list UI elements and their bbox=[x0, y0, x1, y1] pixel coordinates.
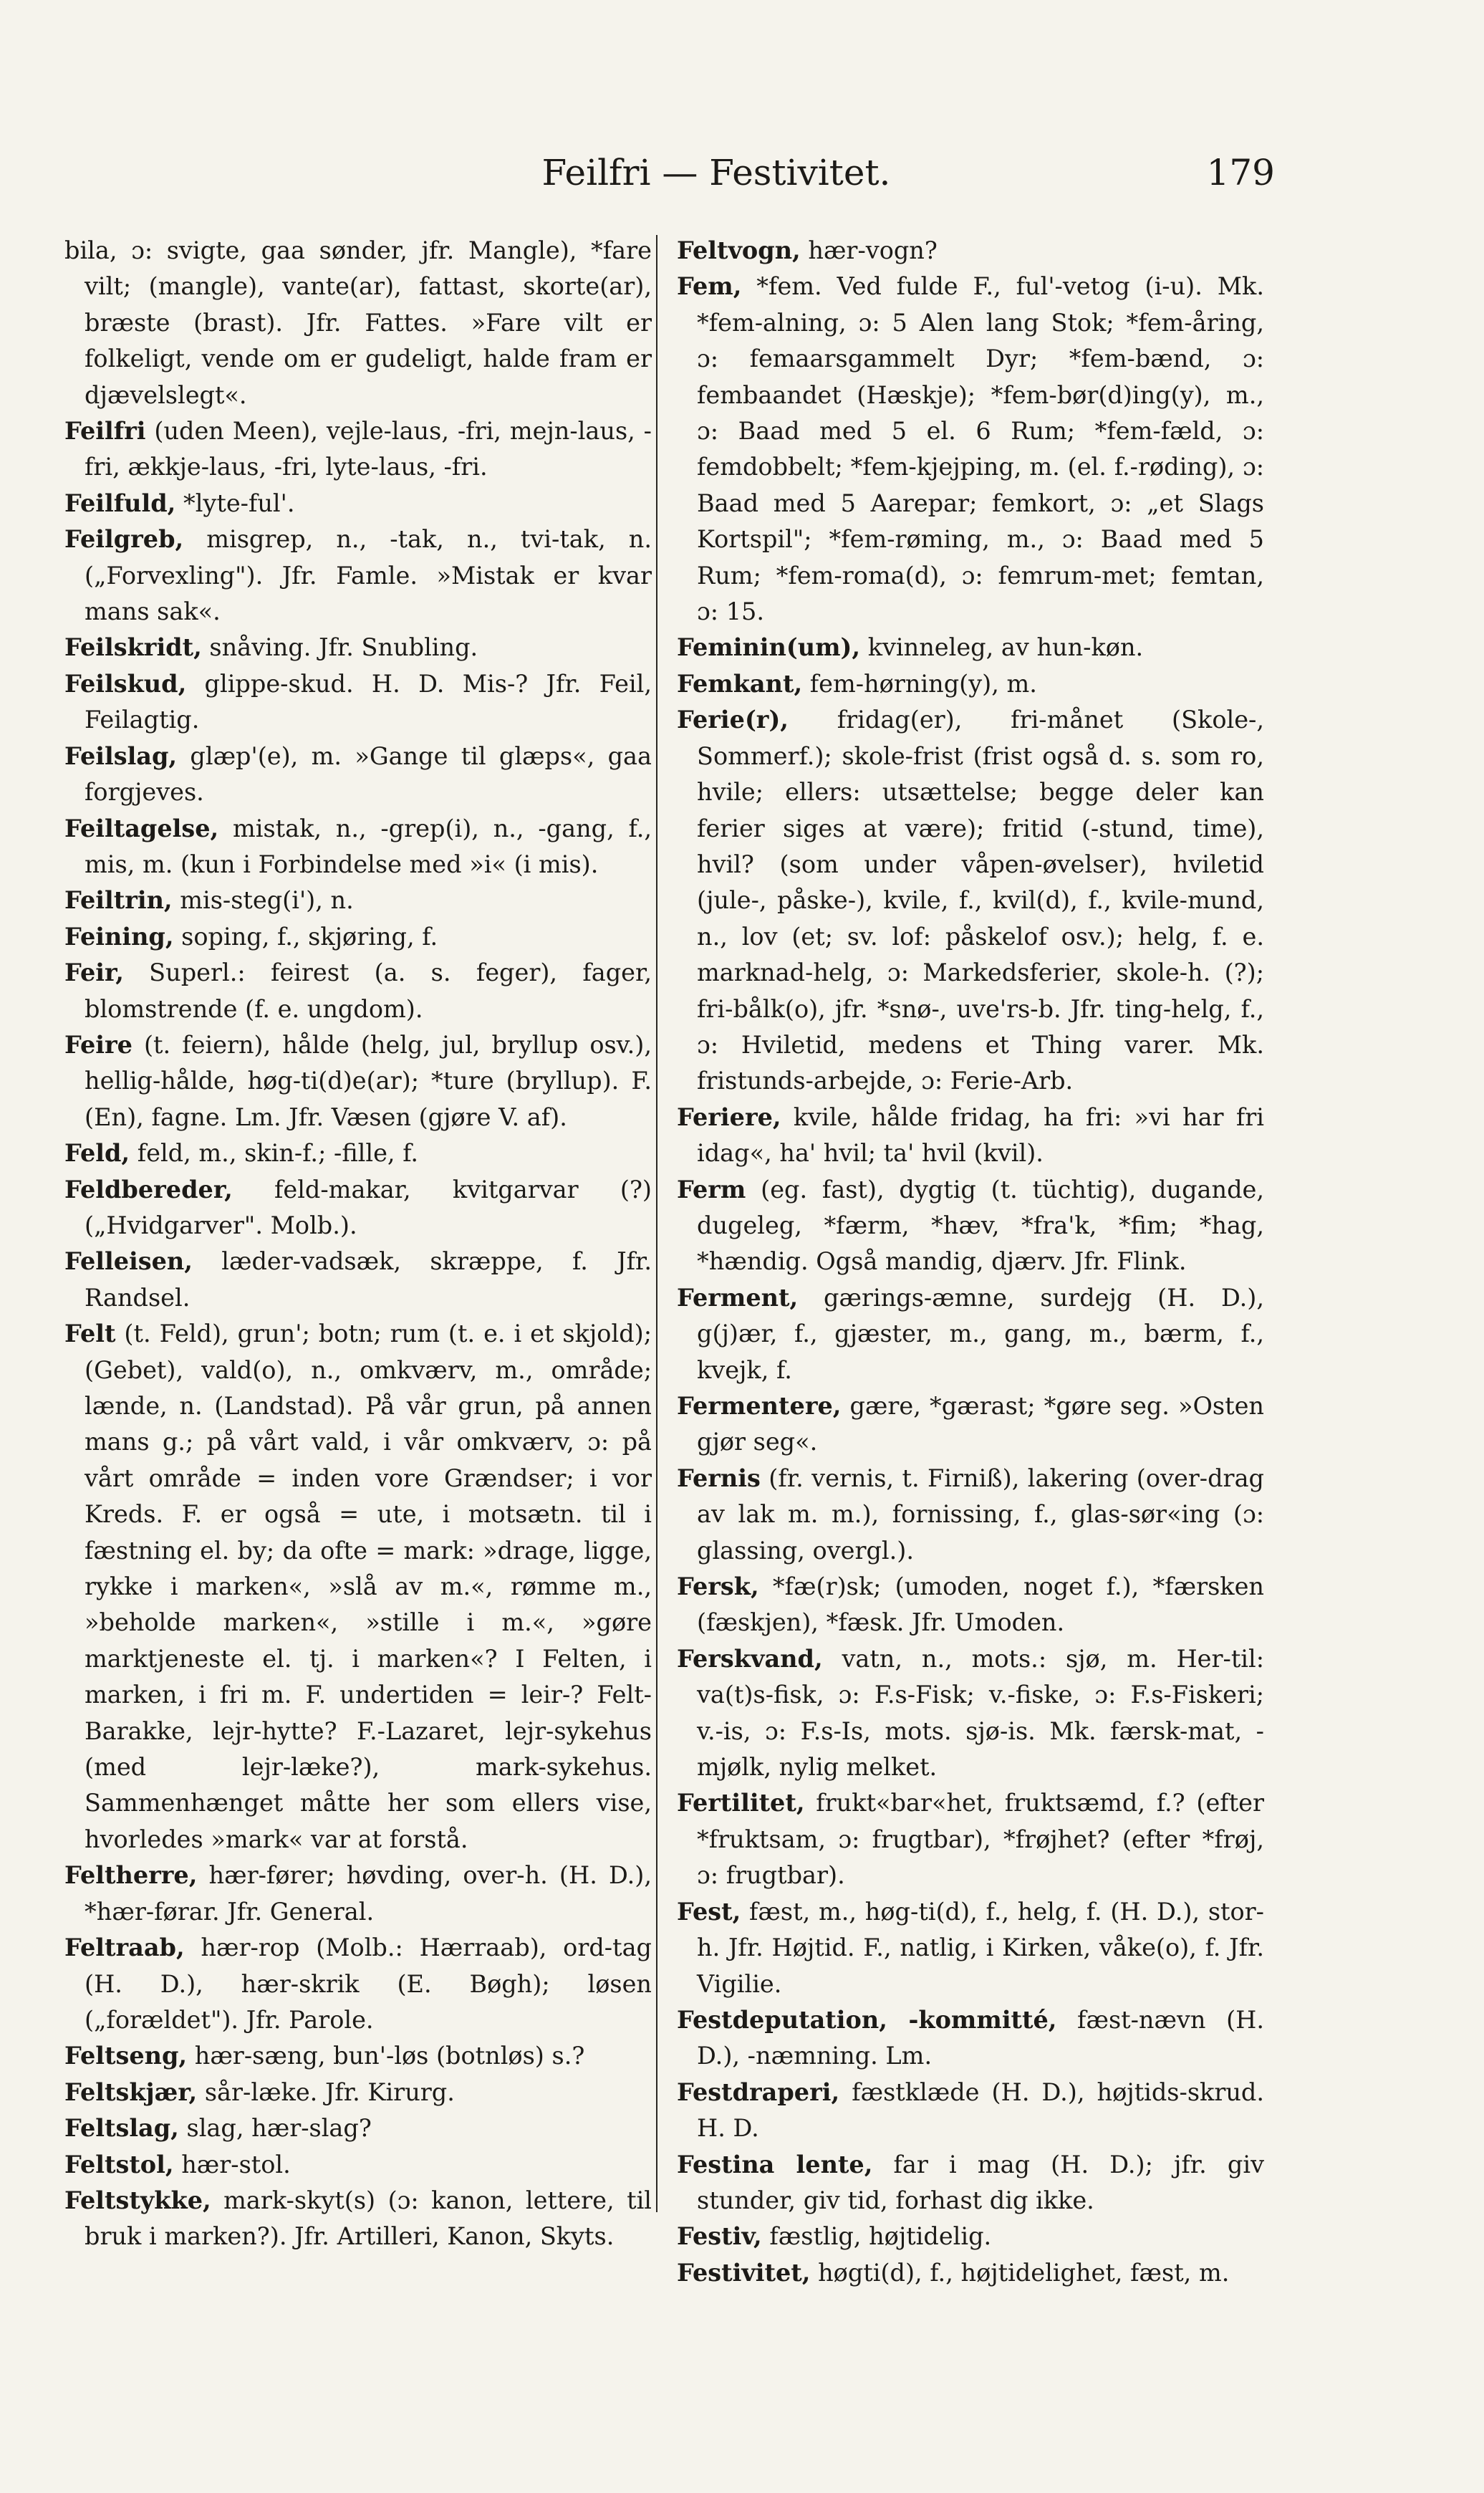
dictionary-entry bbox=[64, 486, 652, 522]
definition: (eg. fast), dygtig (t. tüchtig), dugande, dugeleg, *færm, *hæv, *fra'k, *fim; *hag, *hændig. Også mandig, djærv. Jfr. Flink. bbox=[697, 1175, 1264, 1276]
headword: Feltraab, bbox=[64, 1934, 185, 1962]
headword: Felleisen, bbox=[64, 1247, 193, 1276]
headword: Feltherre, bbox=[64, 1861, 198, 1890]
definition: fæst-nævn (H. D.), -næmning. Lm. bbox=[697, 2005, 1264, 2070]
dictionary-entry bbox=[64, 1858, 652, 1930]
headword: Felt bbox=[64, 1320, 116, 1348]
dictionary-entry bbox=[677, 1172, 1264, 1280]
definition: *fem. Ved fulde F., ful'-vetog (i-u). Mk. *fem-alning, ɔ: 5 Alen lang Stok; *fem-åring, ɔ: femaarsgammelt Dyr; *fem-bænd, ɔ: fembaandet (Hæskje); *fem-bør(d)ing(y), m., ɔ: Baad med 5 el. 6 Rum; *fem-fæld, ɔ: femdobbelt; *fem-kjejping, m. (el. f.-røding), ɔ: Baad med 5 Aarepar; femkort, ɔ: „et Slags Kortspil"; *fem-røming, m., ɔ: Baad med 5 Rum; *fem-roma(d), ɔ: femrum-met; femtan, ɔ: 15. bbox=[697, 272, 1264, 626]
headword: Feldbereder, bbox=[64, 1175, 233, 1204]
headword: Festina lente, bbox=[677, 2150, 873, 2179]
definition: (t. Feld), grun'; botn; rum (t. e. i et skjold); (Gebet), vald(o), n., omkværv, m., område; lænde, n. (Landstad). På vår grun, på annen mans g.; på vårt vald, i vår omkværv, ɔ: på vårt område = inden vore Grændser; i vor Kreds. F. er også = ute, i motsætn. til i fæstning el. by; da ofte = mark: »drage, ligge, rykke i marken«, »slå av m.«, rømme m., »beholde marken«, »stille i m.«, »gøre marktjeneste el. tj. i marken«? I Felten, i marken, i fri m. F. undertiden = leir-? Felt-Barakke, lejr-hytte? F.-Lazaret, lejr-sykehus (med lejr-læke?), mark-sykehus. Sammenhænget måtte her som ellers vise, hvorledes »mark« var at forstå. bbox=[85, 1320, 652, 1853]
definition: *lyte-ful'. bbox=[175, 489, 295, 517]
definition: mistak, n., -grep(i), n., -gang, f., mis, m. (kun i Forbindelse med »i« (i mis). bbox=[85, 814, 652, 878]
definition: kvile, hålde fridag, ha fri: »vi har fri idag«, ha' hvil; ta' hvil (kvil). bbox=[697, 1103, 1264, 1168]
headword: Fem, bbox=[677, 272, 742, 301]
headword: Feining, bbox=[64, 922, 174, 951]
dictionary-entry bbox=[677, 1785, 1264, 1893]
headword: Feltseng, bbox=[64, 2042, 188, 2070]
headword: Feilfri bbox=[64, 417, 146, 446]
definition: kvinneleg, av hun-køn. bbox=[860, 633, 1144, 662]
headword: Feriere, bbox=[677, 1103, 781, 1131]
headword: Feilskridt, bbox=[64, 633, 202, 662]
definition: fæstlig, højtidelig. bbox=[761, 2222, 992, 2251]
dictionary-entry bbox=[677, 666, 1264, 702]
dictionary-entry bbox=[677, 233, 1264, 269]
definition: bila, ɔ: svigte, gaa sønder, jfr. Mangle), *fare vilt; (mangle), vante(ar), fattast, skorte(ar), bræste (brast). Jfr. Fattes. »Fare vilt er folkeligt, vende om er gudeligt, halde fram er djævelslegt«. bbox=[64, 236, 652, 409]
dictionary-entry bbox=[677, 2147, 1264, 2219]
dictionary-entry bbox=[677, 1569, 1264, 1641]
definition: Superl.: feirest (a. s. feger), fager, blomstrende (f. e. ungdom). bbox=[85, 959, 652, 1023]
headword: Fest, bbox=[677, 1897, 741, 1926]
headword: Ferie(r), bbox=[677, 706, 789, 734]
dictionary-entry bbox=[677, 1641, 1264, 1786]
headword: Festiv, bbox=[677, 2222, 762, 2251]
headword: Feir, bbox=[64, 959, 124, 987]
dictionary-entry bbox=[677, 1280, 1264, 1388]
headword: Festdraperi, bbox=[677, 2078, 840, 2106]
dictionary-entry bbox=[677, 2075, 1264, 2147]
dictionary-entry bbox=[677, 2255, 1264, 2291]
definition: høgti(d), f., højtidelighet, fæst, m. bbox=[810, 2258, 1230, 2287]
definition: (fr. vernis, t. Firniß), lakering (over-drag av lak m. m.), fornissing, f., glas-sør«ing (ɔ: glassing, overgl.). bbox=[697, 1464, 1264, 1565]
dictionary-entry bbox=[64, 811, 652, 883]
dictionary-entry bbox=[677, 1388, 1264, 1461]
dictionary-entry bbox=[64, 522, 652, 630]
definition: (t. feiern), hålde (helg, jul, bryllup osv.), hellig-hålde, høg-ti(d)e(ar); *ture (bryllup). F. (En), fagne. Lm. Jfr. Væsen (gjøre V. af). bbox=[85, 1030, 652, 1131]
headword: Feilfuld, bbox=[64, 489, 176, 517]
headword: Feiltagelse, bbox=[64, 814, 219, 842]
headword: Feld, bbox=[64, 1139, 130, 1168]
definition: fæst, m., høg-ti(d), f., helg, f. (H. D.), stor-h. Jfr. Højtid. F., natlig, i Kirken, våke(o), f. Jfr. Vigilie. bbox=[697, 1897, 1264, 1998]
definition: slag, hær-slag? bbox=[178, 2114, 372, 2143]
dictionary-entry bbox=[64, 1316, 652, 1858]
definition: hær-rop (Molb.: Hærraab), ord-tag (H. D.), hær-skrik (E. Bøgh); løsen („forældet"). Jfr. Parole. bbox=[85, 1934, 652, 2034]
definition: misgrep, n., -tak, n., tvi-tak, n. („Forvexling"). Jfr. Famle. »Mistak er kvar mans sak«. bbox=[85, 525, 652, 626]
headword: Feltslag, bbox=[64, 2114, 179, 2143]
definition: glæp'(e), m. »Gange til glæps«, gaa forgjeves. bbox=[85, 741, 652, 807]
dictionary-entry bbox=[64, 233, 652, 413]
headword: Feilskud, bbox=[64, 669, 187, 698]
dictionary-entry bbox=[64, 1172, 652, 1244]
dictionary-entry bbox=[677, 2002, 1264, 2075]
dictionary-entry bbox=[64, 1135, 652, 1171]
dictionary-entry bbox=[64, 666, 652, 739]
headword: Fersk, bbox=[677, 1572, 759, 1601]
headword: Feminin(um), bbox=[677, 633, 861, 662]
definition: hær-stol. bbox=[173, 2150, 291, 2179]
dictionary-entry bbox=[64, 2075, 652, 2110]
headword: Festdeputation, -kommitté, bbox=[677, 2005, 1057, 2034]
left-column bbox=[64, 233, 652, 2255]
headword: Ferment, bbox=[677, 1283, 799, 1312]
dictionary-entry bbox=[677, 702, 1264, 1099]
definition: fem-hørning(y), m. bbox=[802, 669, 1037, 698]
definition: sår-læke. Jfr. Kirurg. bbox=[197, 2078, 455, 2106]
definition: snåving. Jfr. Snubling. bbox=[201, 633, 478, 662]
headword: Fernis bbox=[677, 1464, 761, 1492]
definition: gærings-æmne, surdejg (H. D.), g(j)ær, f., gjæster, m., gang, m., bærm, f., kvejk, f. bbox=[697, 1283, 1264, 1384]
dictionary-entry bbox=[677, 630, 1264, 666]
dictionary-entry bbox=[677, 2219, 1264, 2254]
headword: Ferm bbox=[677, 1175, 746, 1204]
definition: frukt«bar«het, fruktsæmd, f.? (efter *fruktsam, ɔ: frugtbar), *frøjhet? (efter *frøj, ɔ: frugtbar). bbox=[697, 1789, 1264, 1890]
dictionary-entry bbox=[64, 630, 652, 666]
definition: hær-sæng, bun'-løs (botnløs) s.? bbox=[187, 2042, 585, 2070]
headword: Femkant, bbox=[677, 669, 803, 698]
definition: gære, *gærast; *gøre seg. »Osten gjør seg«. bbox=[697, 1392, 1264, 1456]
running-title: Feilfri — Festivitet. bbox=[541, 152, 891, 193]
headword: Feltskjær, bbox=[64, 2078, 198, 2106]
headword: Feilgreb, bbox=[64, 525, 184, 554]
definition: feld-makar, kvitgarvar (?) („Hvidgarver". Molb.). bbox=[85, 1175, 652, 1239]
definition: fæstklæde (H. D.), højtids-skrud. H. D. bbox=[697, 2078, 1264, 2143]
definition: vatn, n., mots.: sjø, m. Her-til: va(t)s-fisk, ɔ: F.s-Fisk; v.-fiske, ɔ: F.s-Fiskeri; v.-is, ɔ: F.s-Is, mots. sjø-is. Mk. færsk-mat, -mjølk, nylig melket. bbox=[697, 1644, 1264, 1782]
definition: (uden Meen), vejle-laus, -fri, mejn-laus, -fri, ækkje-laus, -fri, lyte-laus, -fri. bbox=[85, 417, 652, 481]
headword: Feiltrin, bbox=[64, 886, 173, 915]
definition: fridag(er), fri-månet (Skole-, Sommerf.); skole-frist (frist også d. s. som ro, hvile; ellers: utsættelse; begge deler kan ferier siges at være); fritid (-stund, time), hvil? (som under våpen-øvelser), hviletid (jule-, påske-), kvile, f., kvil(d), f., kvile-mund, n., lov (et; sv. lof: påskelof osv.); helg, f. e. marknad-helg, ɔ: Markedsferier, skole-h. (?); fri-bålk(o), jfr. *snø-, uve'rs-b. Jfr. ting-helg, f., ɔ: Hviletid, medens et Thing varer. Mk. fristunds-arbejde, ɔ: Ferie-Arb. bbox=[697, 706, 1264, 1095]
headword: Feltstykke, bbox=[64, 2186, 211, 2214]
definition: mis-steg(i'), n. bbox=[172, 886, 354, 915]
headword: Festivitet, bbox=[677, 2258, 811, 2287]
dictionary-entry bbox=[677, 1894, 1264, 2002]
definition: hær-fører; høvding, over-h. (H. D.), *hær-førar. Jfr. General. bbox=[85, 1861, 652, 1926]
page-number: 179 bbox=[1206, 152, 1275, 193]
headword: Feilslag, bbox=[64, 741, 178, 770]
dictionary-entry bbox=[677, 1100, 1264, 1172]
headword: Feire bbox=[64, 1030, 132, 1059]
dictionary-entry bbox=[64, 1244, 652, 1316]
definition: far i mag (H. D.); jfr. giv stunder, giv tid, forhast dig ikke. bbox=[697, 2150, 1264, 2214]
dictionary-entry bbox=[64, 955, 652, 1027]
headword: Fertilitet, bbox=[677, 1789, 805, 1817]
definition: hær-vogn? bbox=[800, 236, 938, 264]
dictionary-entry bbox=[64, 413, 652, 486]
dictionary-entry bbox=[64, 1027, 652, 1135]
definition: glippe-skud. H. D. Mis-? Jfr. Feil, Feilagtig. bbox=[85, 669, 652, 734]
dictionary-entry bbox=[677, 269, 1264, 630]
right-column bbox=[677, 233, 1264, 2291]
dictionary-entry bbox=[64, 2183, 652, 2255]
dictionary-entry bbox=[64, 883, 652, 918]
dictionary-entry bbox=[64, 2147, 652, 2183]
definition: feld, m., skin-f.; -fille, f. bbox=[130, 1139, 419, 1168]
page-header bbox=[64, 152, 1275, 209]
headword: Feltvogn, bbox=[677, 236, 801, 264]
dictionary-entry bbox=[677, 1461, 1264, 1569]
dictionary-entry bbox=[64, 919, 652, 955]
definition: *fæ(r)sk; (umoden, noget f.), *færsken (fæskjen), *fæsk. Jfr. Umoden. bbox=[697, 1572, 1264, 1637]
headword: Feltstol, bbox=[64, 2150, 174, 2179]
dictionary-entry bbox=[64, 739, 652, 811]
definition: soping, f., skjøring, f. bbox=[173, 922, 438, 951]
definition: mark-skyt(s) (ɔ: kanon, lettere, til bruk i marken?). Jfr. Artilleri, Kanon, Skyts. bbox=[85, 2186, 652, 2251]
column-divider bbox=[656, 235, 657, 2212]
headword: Ferskvand, bbox=[677, 1644, 823, 1673]
definition: læder-vadsæk, skræppe, f. Jfr. Randsel. bbox=[85, 1247, 652, 1312]
dictionary-entry bbox=[64, 2038, 652, 2074]
dictionary-entry bbox=[64, 2110, 652, 2146]
headword: Fermentere, bbox=[677, 1392, 842, 1420]
dictionary-entry bbox=[64, 1930, 652, 2038]
